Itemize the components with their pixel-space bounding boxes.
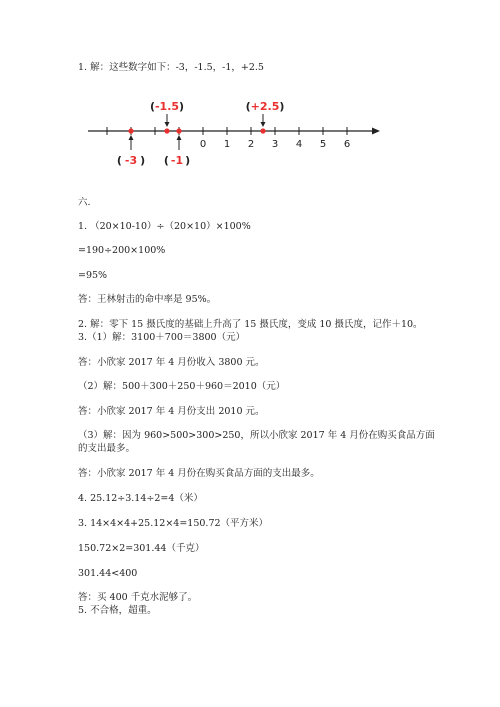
tick-label-3: 3	[271, 139, 279, 150]
answer-line: 150.72×2=301.44（千克）	[78, 543, 205, 554]
answer-line: 答：小欣家 2017 年 4 月份支出 2010 元。	[78, 406, 265, 417]
label-neg1-5: -1.5	[154, 100, 180, 113]
answer-line: 2. 解：零下 15 摄氏度的基础上升高了 15 摄氏度，变成 10 摄氏度，记作＋10。	[78, 319, 423, 330]
tick-label-2: 2	[247, 139, 255, 150]
answer-line: 答：买 400 千克水泥够了。	[78, 592, 198, 603]
arrow-up-icon	[177, 135, 182, 140]
paren-close: )	[185, 154, 191, 167]
arrow-down-icon	[165, 122, 170, 127]
arrow-up-icon	[129, 135, 134, 140]
tick-label-6: 6	[343, 139, 351, 150]
answer-line: =190÷200×100%	[78, 245, 166, 256]
label-neg3: -3	[124, 154, 138, 167]
answer-line: 答：小欣家 2017 年 4 月份收入 3800 元。	[78, 357, 265, 368]
paren-close: )	[179, 100, 185, 113]
tick-label-1: 1	[223, 139, 231, 150]
answer-1-text: 1. 解：这些数字如下：-3，-1.5，-1，+2.5	[78, 62, 264, 73]
label-neg3-group	[117, 154, 145, 167]
paren-open: (	[149, 100, 155, 113]
answer-line: 答：小欣家 2017 年 4 月份在购买食品方面的支出最多。	[78, 468, 320, 479]
point-neg3	[128, 128, 133, 133]
answer-line: （3）解：因为 960>500>300>250，所以小欣家 2017 年 4 月份在购买食品方面	[78, 430, 435, 441]
paren-close: )	[279, 100, 285, 113]
label-pos2-5: +2.5	[250, 100, 280, 113]
answer-line: 301.44<400	[78, 568, 138, 579]
paren-open: (	[116, 154, 122, 167]
arrow-down-icon	[261, 122, 266, 127]
paren-open: (	[163, 154, 169, 167]
tick-label-4: 4	[295, 139, 303, 150]
point-neg1-5	[164, 128, 169, 133]
section-heading: 六.	[78, 197, 91, 208]
answer-line: 4. 25.12÷3.14÷2=4（米）	[78, 493, 203, 504]
answer-line: 3. 14×4×4+25.12×4=150.72（平方米）	[78, 518, 269, 529]
point-neg1	[176, 128, 181, 133]
tick-label-5: 5	[319, 139, 327, 150]
label-neg1-5-group	[150, 100, 184, 113]
answer-line: 1. （20×10-10）÷（20×10）×100%	[78, 221, 251, 232]
axis-arrow-icon	[372, 128, 380, 135]
label-pos2-5-group	[246, 100, 285, 113]
label-neg1-group	[164, 154, 190, 167]
tick-label-0: 0	[199, 139, 207, 150]
answer-line: 5. 不合格，超重。	[78, 605, 157, 616]
paren-open: (	[245, 100, 251, 113]
answer-line: （2）解：500＋300＋250＋960＝2010（元）	[78, 381, 286, 392]
answer-line: 答：王林射击的命中率是 95%。	[78, 294, 217, 305]
paren-close: )	[140, 154, 146, 167]
answer-line: 的支出最多。	[78, 443, 136, 454]
point-pos2-5	[260, 128, 265, 133]
number-line-figure	[0, 88, 500, 178]
label-neg1: -1	[170, 154, 184, 167]
answer-line: 3.（1）解：3100＋700＝3800（元）	[78, 332, 246, 343]
answer-line: =95%	[78, 270, 108, 281]
